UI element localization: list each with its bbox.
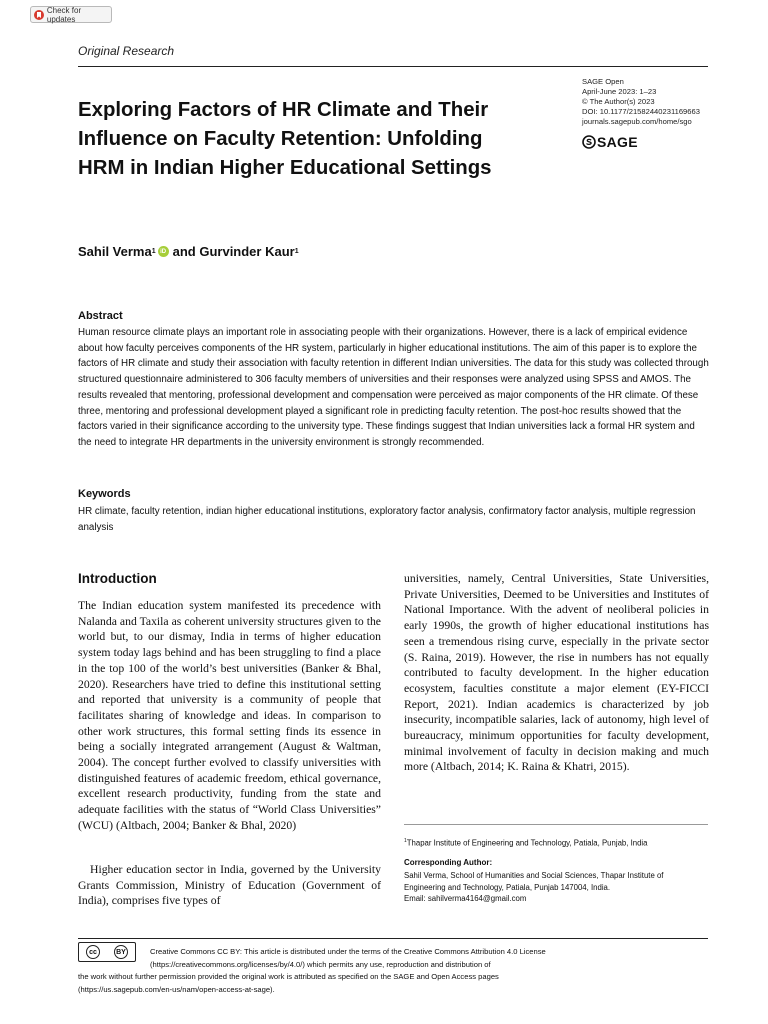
- keywords-heading: Keywords: [78, 488, 131, 500]
- affiliation-marker: 1: [404, 838, 407, 844]
- paper-title: Exploring Factors of HR Climate and Their Influence on Faculty Retention: Unfolding HRM in Indian Higher Educational Settings: [78, 99, 492, 179]
- open-access-url-link[interactable]: (https://us.sagepub.com/en-us/nam/open-access-at-sage).: [78, 984, 275, 994]
- doi-link[interactable]: DOI: 10.1177/21582440231169663: [582, 107, 700, 116]
- corresponding-author-email[interactable]: Email: sahilverma4164@gmail.com: [404, 894, 527, 903]
- license-text: [78, 946, 708, 996]
- sage-logo: [582, 134, 638, 150]
- affiliation-footnote: [404, 836, 709, 849]
- footnote-divider: [404, 824, 708, 825]
- keywords-text: HR climate, faculty retention, indian higher educational institutions, exploratory factor analysis, confirmatory factor analysis, multiple regression analysis: [78, 506, 696, 533]
- affiliation-text: Thapar Institute of Engineering and Technology, Patiala, Punjab, India: [406, 838, 648, 848]
- journal-meta: [582, 77, 700, 127]
- attribution-icon: BY: [114, 945, 128, 959]
- corresponding-author-line: Sahil Verma, School of Humanities and Social Sciences, Thapar Institute of: [404, 871, 664, 880]
- check-for-updates-button[interactable]: [30, 6, 112, 23]
- intro-paragraph: The Indian education system manifested its precedence with Nalanda and Taxila as coherent university structures given to the world but, to our dismay, India in terms of higher education system today lags behind and has been struggling to find a place in the top 100 of the world’s best universities (Banker & Bhal, 2020). Researchers have tried to define this institutional setting and reported that university is a community of people that facilitates sharing of knowledge and ideas. In comparison to other work structures, this formal setting finds its essence in being a socially integrated arrangement (August & Waltman, 2004). The concept further evolved to classify universities with distinguished features of academic freedom, ethical governance, excellent research productivity, funding from the state and adequate facilities with the status of “World Class Universities” (WCU) (Altbach, 2004; Banker & Bhal, 2020): [78, 599, 381, 832]
- author-line: Sahil Verma 1 iD and Gurvinder Kaur 1: [78, 244, 299, 259]
- abstract-heading: Abstract: [78, 310, 123, 322]
- orcid-icon[interactable]: iD: [158, 246, 169, 257]
- journal-issue: April-June 2023: 1–23: [582, 87, 657, 96]
- introduction-heading: Introduction: [78, 571, 157, 586]
- creative-commons-icon: cc: [86, 945, 100, 959]
- license-divider: [78, 938, 708, 939]
- license-line: Creative Commons CC BY: This article is distributed under the terms of the Creative Commons Attribution 4.0 License: [150, 947, 546, 956]
- license-line: the work without further permission provided the original work is attributed as specified on the SAGE and Open Access pages: [78, 972, 499, 981]
- check-for-updates-label: Check for updates: [46, 5, 82, 24]
- corresponding-author-heading: Corresponding Author:: [404, 858, 493, 867]
- copyright: © The Author(s) 2023: [582, 97, 655, 106]
- journal-name: SAGE Open: [582, 77, 624, 86]
- intro-paragraph: universities, namely, Central Universities, State Universities, Private Universities, Deemed to be Universities and Institutes of National Importance. With the advent of neoliberal policies in early 1990s, the growth of higher educational institutions has seen a tremendous rising curve, especially in the private sector (S. Raina, 2019). However, the rise in numbers has not equally contributed to faculty development. In the higher education ecosystem, faculties constitute a major element (EY-FICCI Report, 2021). Indian academics is characterized by job insecurity, incompatible salaries, lack of autonomy, high level of bureaucracy, minimum opportunities for faculty development, minimal involvement of faculty in decision making and much more (Altbach, 2014; K. Raina & Khatri, 2015).: [404, 572, 709, 774]
- journal-url-link[interactable]: journals.sagepub.com/home/sgo: [582, 117, 692, 126]
- author-name-connector[interactable]: and Gurvinder Kaur: [172, 244, 295, 259]
- sage-logo-text: SAGE: [597, 134, 638, 150]
- corresponding-author-details: [404, 870, 709, 905]
- author-name[interactable]: Sahil Verma: [78, 244, 152, 259]
- abstract-text: Human resource climate plays an important role in associating people with their organizations. However, there is a lack of empirical evidence about how faculty perceives components of the HR system, particularly in higher educational institutions. The aim of this paper is to explore the factors of HR climate and study their association with faculty retention in different Indian universities. The data for this study was collected through structured questionnaire administered to 306 faculty members of universities and their responses were analyzed using SPSS and AMOS. The results revealed that mentoring, professional development and compensation were perceived as major components of the HR climate. Of these three, mentoring and professional development played a significant role in predicting faculty retention. The post-hoc results showed that the factors varied in their significance according to the university type. These findings suggest that Indian universities lack a formal HR system and the need to integrate HR departments in the university environment is strongly recommended.: [78, 327, 709, 448]
- section-label: Original Research: [78, 44, 175, 58]
- header-divider: [78, 66, 708, 67]
- license-url-link[interactable]: (https://creativecommons.org/licenses/by/4.0/) which permits any use, reproduction and distribution of: [150, 959, 491, 969]
- sage-logo-icon: [582, 135, 596, 149]
- corresponding-author-line: Engineering and Technology, Patiala, Punjab 147004, India.: [404, 882, 611, 892]
- updates-bookmark-icon: [34, 10, 44, 20]
- intro-paragraph: Higher education sector in India, governed by the University Grants Commission, Ministry of Education (Government of India), comprises five types of: [78, 863, 381, 908]
